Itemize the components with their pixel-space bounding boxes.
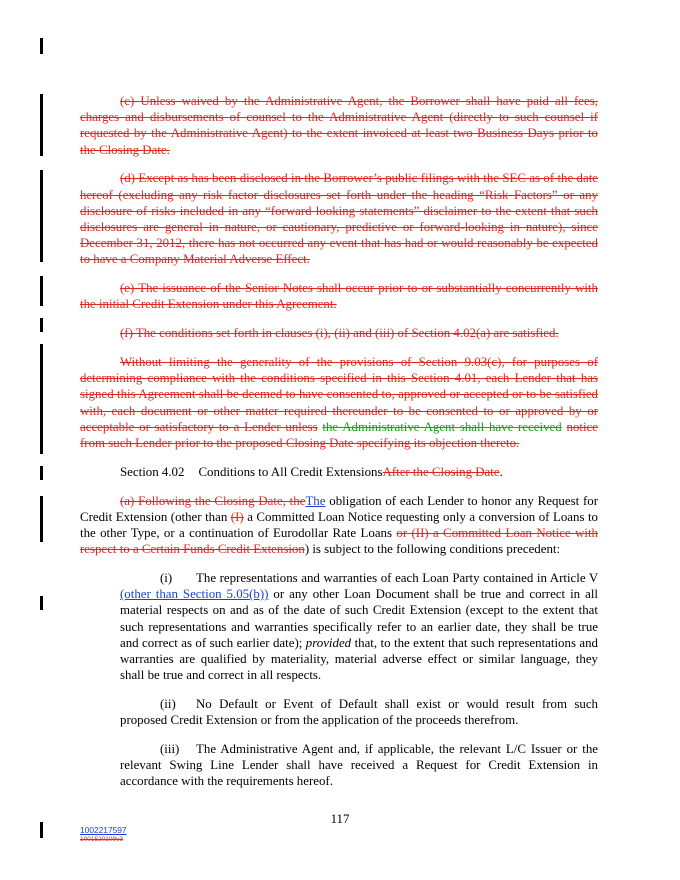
body-text: obligation of each Lender to honor any Request for Credit Extension (other than (80, 493, 598, 524)
body-text: No Default or Event of Default shall exist or would result from such proposed Credit Extension or from the application of the proceeds therefrom. (120, 697, 598, 728)
change-bar (40, 170, 43, 262)
inserted-text: (other than Section 5.05(b)) (120, 587, 269, 602)
deleted-text: Without limiting the generality of the provisions of Section 9.03(c), for purposes of determining compliance with the conditions specified in this Section 4.01, each Lender that has signed this Agreement shall be deemed to have consented to, approved or accepted or to be satisfied with, each document or other matter required thereunder to be consented to or approved by or acceptable or satisfactory to a Lender unless (80, 355, 598, 434)
list-item-ii (80, 696, 598, 728)
paragraph-d (80, 170, 598, 267)
body-text: a Committed Loan Notice requesting only a conversion of Loans to the other Type, or a continuation of Eurodollar Rate Loans (80, 509, 599, 541)
item-number: (ii) (160, 697, 176, 712)
deleted-text: (I) (230, 509, 244, 524)
body-text: The representations and warranties of each Loan Party contained in Article V (196, 571, 598, 586)
deleted-text: (e) The issuance of the Senior Notes shall occur prior to or substantially concurrently with the initial Credit Extension under this Agreement. (80, 281, 598, 312)
item-number: (iii) (160, 742, 180, 757)
body-text: or any other Loan Document shall be true and correct in all material respects on and as of the date of such Credit Extension (except to the extent that such representations and warranties specifically refer to an earlier date, they shall be true and correct as of such earlier date); (120, 587, 598, 650)
body-text: The Administrative Agent and, if applicable, the relevant L/C Issuer or the relevant Swing Line Lender shall have received a Request for Credit Extension in accordance with the requirements hereof. (120, 742, 598, 789)
list-item-i (80, 570, 598, 683)
deleted-text: (d) Except as has been disclosed in the Borrower’s public filings with the SEC as of the date hereof (excluding any risk factor disclosures set forth under the heading “Risk Factors” or any disclosure of risks included in any “forward looking statements” disclaimer to the extent that such disclosures are general in nature, or cautionary, predictive or forward-looking in nature), since December 31, 2012, there has not occurred any event that has had or would reasonably be expected to have a Company Material Adverse Effect. (80, 171, 598, 267)
body-text: that, to the extent that such representations and warranties are qualified by materiality, material adverse effect or similar language, they shall be true and correct in all respects. (120, 635, 598, 683)
document-id-old: 1001520109v3 (80, 836, 124, 843)
change-bar (40, 276, 43, 306)
deleted-text: (a) Following the Closing Date, the (120, 493, 306, 508)
deleted-text: notice from such Lender prior to the proposed Closing Date specifying its objection thereto. (80, 419, 598, 451)
paragraph-f (80, 325, 598, 341)
document-id-footer (80, 825, 127, 845)
section-heading (80, 464, 598, 480)
change-bar (40, 466, 43, 480)
deleted-text: (c) Unless waived by the Administrative Agent, the Borrower shall have paid all fees, charges and disbursements of counsel to the Administrative Agent (directly to such counsel if requested by the Administrative Agent) to the extent invoiced at least two Business Days prior to the Closing Date. (80, 94, 598, 157)
section-period: . (499, 464, 503, 479)
body-text: ) is subject to the following conditions precedent: (304, 542, 561, 557)
deleted-text: (f) The conditions set forth in clauses (i), (ii) and (iii) of Section 4.02(a) are satisfied. (120, 326, 559, 341)
section-title: Conditions to All Credit Extensions (198, 464, 383, 479)
change-bar (40, 596, 43, 610)
document-id-new: 1002217597 (80, 825, 127, 835)
italic-term: provided (305, 635, 352, 650)
change-bar (40, 496, 43, 542)
paragraph-without-limiting (80, 354, 598, 451)
paragraph-e (80, 280, 598, 312)
change-bar (40, 38, 43, 54)
change-bar (40, 94, 43, 156)
change-bar (40, 318, 43, 332)
page-number: 117 (330, 812, 350, 826)
deleted-text: or (II) a Committed Loan Notice with respect to a Certain Funds Credit Extension (80, 526, 598, 557)
paragraph-c (80, 93, 598, 158)
inserted-text: The (305, 493, 326, 508)
item-number: (i) (160, 571, 173, 586)
list-item-iii (80, 741, 598, 790)
deleted-text: After the Closing Date (382, 464, 500, 479)
paragraph-4-02 (80, 493, 598, 558)
moved-text: the Administrative Agent shall have received (322, 419, 562, 434)
document-body (80, 93, 598, 802)
change-bar (40, 344, 43, 454)
section-number: Section 4.02 (120, 464, 185, 479)
